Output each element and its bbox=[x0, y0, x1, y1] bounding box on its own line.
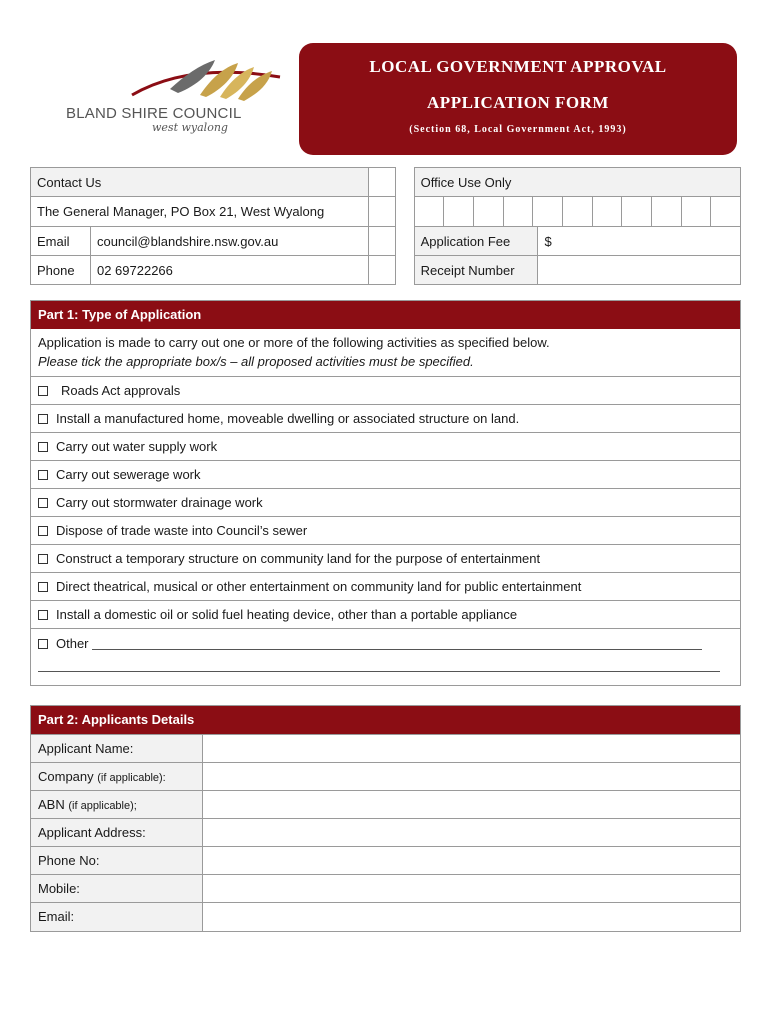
applicant-address-field[interactable] bbox=[202, 819, 740, 847]
receipt-number-label: Receipt Number bbox=[414, 256, 538, 285]
receipt-number-field[interactable] bbox=[538, 256, 741, 285]
form-title-line1: LOCAL GOVERNMENT APPROVAL bbox=[369, 57, 667, 76]
applicant-name-field[interactable] bbox=[202, 735, 740, 763]
application-fee-label: Application Fee bbox=[414, 227, 538, 256]
logo-tagline: west wyalong bbox=[152, 121, 228, 134]
form-title-line2: APPLICATION FORM bbox=[427, 93, 609, 112]
logo-name: BLAND SHIRE COUNCIL bbox=[66, 105, 242, 122]
other-input-line[interactable] bbox=[92, 636, 702, 650]
office-box[interactable] bbox=[711, 197, 740, 226]
phone-label: Phone bbox=[31, 256, 91, 285]
contact-address: The General Manager, PO Box 21, West Wyalong bbox=[31, 197, 369, 227]
checkbox[interactable] bbox=[38, 470, 48, 480]
form-title-act: (Section 68, Local Government Act, 1993) bbox=[409, 124, 627, 135]
option-other[interactable]: Other bbox=[31, 629, 740, 685]
office-box[interactable] bbox=[652, 197, 682, 226]
office-box[interactable] bbox=[563, 197, 593, 226]
abn-field[interactable] bbox=[202, 791, 740, 819]
office-box[interactable] bbox=[444, 197, 474, 226]
application-fee-field[interactable]: $ bbox=[538, 227, 741, 256]
office-box[interactable] bbox=[533, 197, 563, 226]
abn-label: ABN (if applicable); bbox=[31, 791, 202, 819]
checkbox[interactable] bbox=[38, 639, 48, 649]
contact-office-table bbox=[30, 167, 741, 285]
part1-section bbox=[30, 300, 741, 686]
checkbox[interactable] bbox=[38, 498, 48, 508]
office-box[interactable] bbox=[415, 197, 445, 226]
contact-heading-blank bbox=[368, 168, 395, 197]
checkbox[interactable] bbox=[38, 442, 48, 452]
option-entertainment[interactable]: Direct theatrical, musical or other entertainment on community land for public entertainment bbox=[31, 573, 740, 601]
option-temporary-structure[interactable]: Construct a temporary structure on community land for the purpose of entertainment bbox=[31, 545, 740, 573]
office-boxes-row bbox=[414, 197, 740, 227]
office-box[interactable] bbox=[593, 197, 623, 226]
part2-heading: Part 2: Applicants Details bbox=[31, 706, 740, 734]
office-box[interactable] bbox=[682, 197, 712, 226]
part1-instruction: Please tick the appropriate box/s – all proposed activities must be specified. bbox=[38, 354, 474, 369]
checkbox[interactable] bbox=[38, 610, 48, 620]
other-input-line-2[interactable] bbox=[38, 658, 720, 672]
email-field-label: Email: bbox=[31, 903, 202, 931]
phone-value: 02 69722266 bbox=[90, 256, 368, 285]
company-field[interactable] bbox=[202, 763, 740, 791]
checkbox[interactable] bbox=[38, 526, 48, 536]
option-manufactured-home[interactable]: Install a manufactured home, moveable dwelling or associated structure on land. bbox=[31, 405, 740, 433]
option-trade-waste[interactable]: Dispose of trade waste into Council’s sewer bbox=[31, 517, 740, 545]
council-logo bbox=[60, 55, 300, 145]
checkbox[interactable] bbox=[38, 386, 48, 396]
option-water-supply[interactable]: Carry out water supply work bbox=[31, 433, 740, 461]
option-roads-act[interactable]: Roads Act approvals bbox=[31, 377, 740, 405]
mobile-field[interactable] bbox=[202, 875, 740, 903]
phone-no-field[interactable] bbox=[202, 847, 740, 875]
checkbox[interactable] bbox=[38, 554, 48, 564]
part1-heading: Part 1: Type of Application bbox=[31, 301, 740, 329]
contact-heading: Contact Us bbox=[31, 168, 369, 197]
option-stormwater[interactable]: Carry out stormwater drainage work bbox=[31, 489, 740, 517]
email-value: council@blandshire.nsw.gov.au bbox=[90, 227, 368, 256]
email-field[interactable] bbox=[202, 903, 740, 931]
checkbox[interactable] bbox=[38, 414, 48, 424]
part1-intro bbox=[31, 329, 740, 377]
office-box[interactable] bbox=[622, 197, 652, 226]
company-label: Company (if applicable): bbox=[31, 763, 202, 791]
part1-intro-text: Application is made to carry out one or more of the following activities as specified below. bbox=[38, 335, 550, 350]
form-title-banner bbox=[299, 43, 737, 155]
option-sewerage[interactable]: Carry out sewerage work bbox=[31, 461, 740, 489]
checkbox[interactable] bbox=[38, 582, 48, 592]
applicant-details-table bbox=[31, 734, 740, 931]
email-label: Email bbox=[31, 227, 91, 256]
applicant-name-label: Applicant Name: bbox=[31, 735, 202, 763]
applicant-address-label: Applicant Address: bbox=[31, 819, 202, 847]
office-use-heading: Office Use Only bbox=[414, 168, 740, 197]
option-heating-device[interactable]: Install a domestic oil or solid fuel heating device, other than a portable appliance bbox=[31, 601, 740, 629]
part2-section bbox=[30, 705, 741, 932]
mobile-label: Mobile: bbox=[31, 875, 202, 903]
office-box[interactable] bbox=[474, 197, 504, 226]
phone-no-label: Phone No: bbox=[31, 847, 202, 875]
office-box[interactable] bbox=[504, 197, 534, 226]
